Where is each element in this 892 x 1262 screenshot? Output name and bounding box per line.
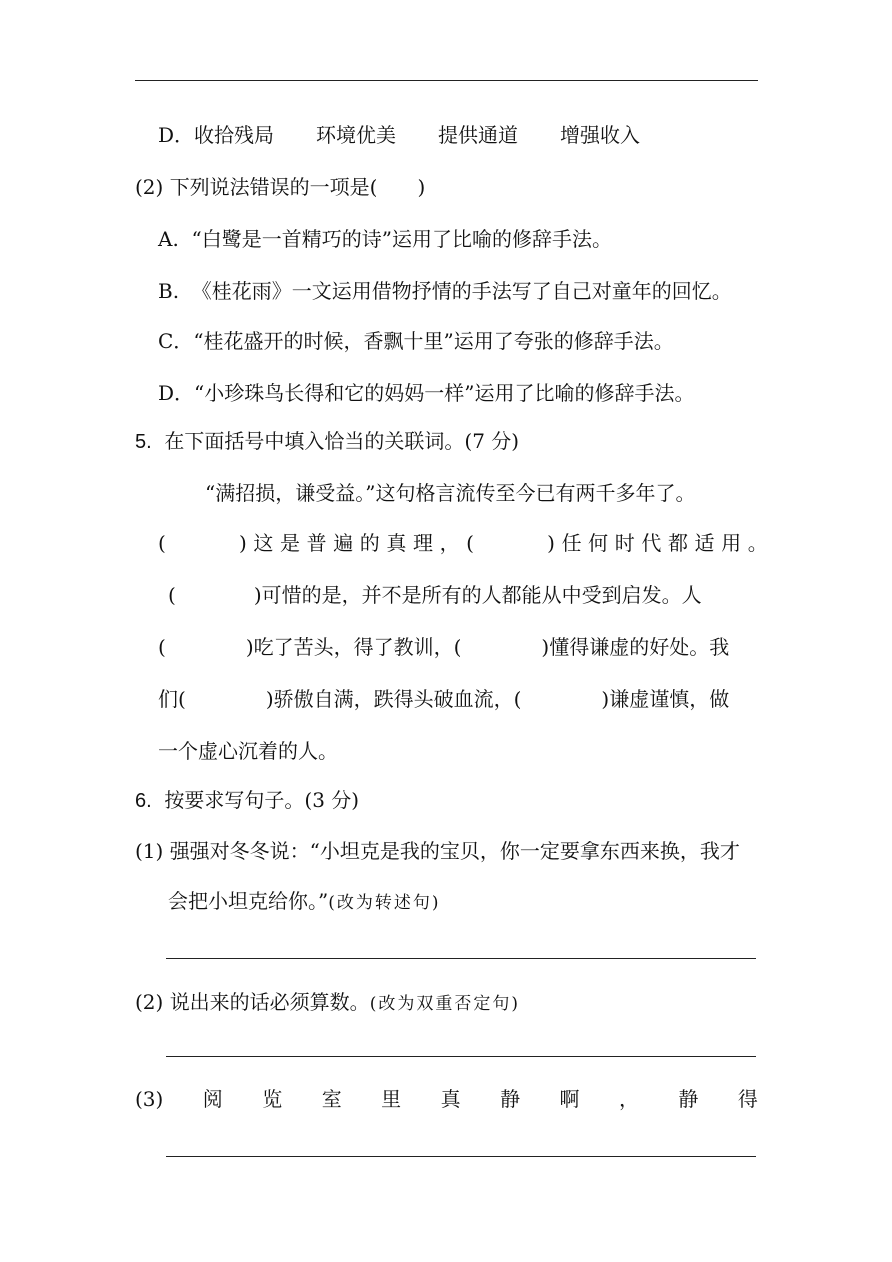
sentence-char: 得 — [737, 1087, 758, 1111]
passage-text: 们( — [158, 687, 186, 711]
passage-text: )谦虚谨慎，做 — [601, 687, 730, 711]
option-d-prev — [158, 122, 682, 148]
passage-char: 用 — [721, 531, 742, 555]
option-text: “白鹭是一首精巧的诗”运用了比喻的修辞手法。 — [191, 227, 612, 251]
option-text: 《桂花雨》一文运用借物抒情的手法写了自己对童年的回忆。 — [191, 279, 732, 303]
passage-text: )可惜的是，并不是所有的人都能从中受到启发。人 — [253, 583, 702, 607]
passage-char: 遍 — [333, 531, 354, 555]
sentence-1-line-1: (1) 强强对冬冬说：“小坦克是我的宝贝，你一定要拿东西来换，我才 — [135, 839, 740, 863]
question-6-stem — [135, 787, 359, 814]
passage-char: 何 — [588, 531, 609, 555]
sentence-char: ， — [618, 1087, 639, 1111]
passage-text: )吃了苦头，得了教训，( — [245, 635, 462, 659]
option-text: “小珍珠鸟长得和它的妈妈一样”运用了比喻的修辞手法。 — [194, 381, 695, 405]
passage-line-2 — [158, 530, 768, 556]
sentence-char: (3) — [135, 1087, 164, 1111]
passage-char: ) — [239, 531, 247, 555]
passage-line-1: “满招损，谦受益。”这句格言流传至今已有两千多年了。 — [205, 481, 696, 505]
sentence-char: 啊 — [559, 1087, 580, 1111]
option-label: D． — [158, 381, 195, 405]
passage-char: 代 — [641, 531, 662, 555]
passage-char: 任 — [561, 531, 582, 555]
sentence-2 — [135, 989, 520, 1017]
question-2-stem: (2) 下列说法错误的一项是( ) — [135, 175, 426, 199]
sentence-text: 会把小坦克给你。” — [168, 889, 329, 913]
sentence-char: 室 — [321, 1087, 342, 1111]
passage-char: 时 — [614, 531, 635, 555]
option-label: D． — [158, 123, 195, 147]
passage-char: 是 — [280, 531, 300, 555]
question-number: 6. — [135, 790, 152, 812]
passage-line-4 — [158, 634, 729, 660]
sentence-char: 览 — [262, 1087, 283, 1111]
passage-char: 真 — [386, 531, 407, 555]
passage-char: 适 — [694, 531, 715, 555]
blank-space[interactable] — [481, 530, 541, 556]
question-text: 在下面括号中填入恰当的关联词。(7 分) — [164, 429, 520, 453]
option-c — [158, 328, 674, 354]
passage-text: ( — [158, 635, 166, 659]
sentence-char: 静 — [678, 1087, 699, 1111]
passage-char: ( — [158, 531, 166, 555]
option-d — [158, 380, 695, 406]
passage-line-5 — [158, 686, 729, 712]
option-text: “桂花盛开的时候，香飘十里”运用了夸张的修辞手法。 — [193, 329, 674, 353]
blank-space[interactable] — [172, 530, 232, 556]
question-5-stem — [135, 428, 519, 455]
sentence-1-line-2 — [168, 888, 441, 916]
sentence-text: (2) 说出来的话必须算数。 — [135, 990, 370, 1014]
instruction-note: (改为双重否定句) — [369, 994, 520, 1014]
option-word: 收拾残局 — [194, 123, 275, 147]
option-word: 增强收入 — [560, 123, 641, 147]
top-rule — [135, 80, 758, 81]
option-label: C． — [158, 329, 194, 353]
instruction-note: (改为转述句) — [328, 893, 441, 913]
sentence-char: 里 — [381, 1087, 402, 1111]
passage-char: 理 — [412, 531, 433, 555]
sentence-char: 静 — [500, 1087, 521, 1111]
option-label: B. — [158, 279, 180, 303]
passage-text: )骄傲自满，跌得头破血流，( — [265, 687, 522, 711]
sentence-char: 阅 — [202, 1087, 223, 1111]
question-text: 按要求写句子。(3 分) — [164, 788, 360, 812]
sentence-char: 真 — [440, 1087, 461, 1111]
option-b — [158, 278, 732, 304]
passage-char: ， — [439, 531, 460, 555]
option-word: 提供通道 — [438, 123, 519, 147]
answer-line-2[interactable] — [166, 1056, 756, 1057]
answer-line-3[interactable] — [166, 1156, 756, 1157]
passage-char: ) — [547, 531, 555, 555]
option-a — [158, 226, 612, 252]
passage-char: ( — [466, 531, 474, 555]
option-word: 环境优美 — [316, 123, 397, 147]
option-label: A. — [158, 227, 179, 251]
passage-char: 普 — [306, 531, 327, 555]
passage-char: 都 — [667, 531, 688, 555]
answer-line-1[interactable] — [166, 958, 756, 959]
passage-char: 这 — [253, 531, 274, 555]
passage-char: 的 — [359, 531, 380, 555]
passage-text: ( — [168, 583, 176, 607]
sentence-3 — [135, 1086, 758, 1112]
question-number: 5. — [135, 431, 152, 453]
passage-text: )懂得谦虚的好处。我 — [541, 635, 730, 659]
passage-line-6: 一个虚心沉着的人。 — [158, 739, 338, 763]
passage-line-3 — [168, 582, 758, 608]
passage-char: 。 — [747, 531, 768, 555]
